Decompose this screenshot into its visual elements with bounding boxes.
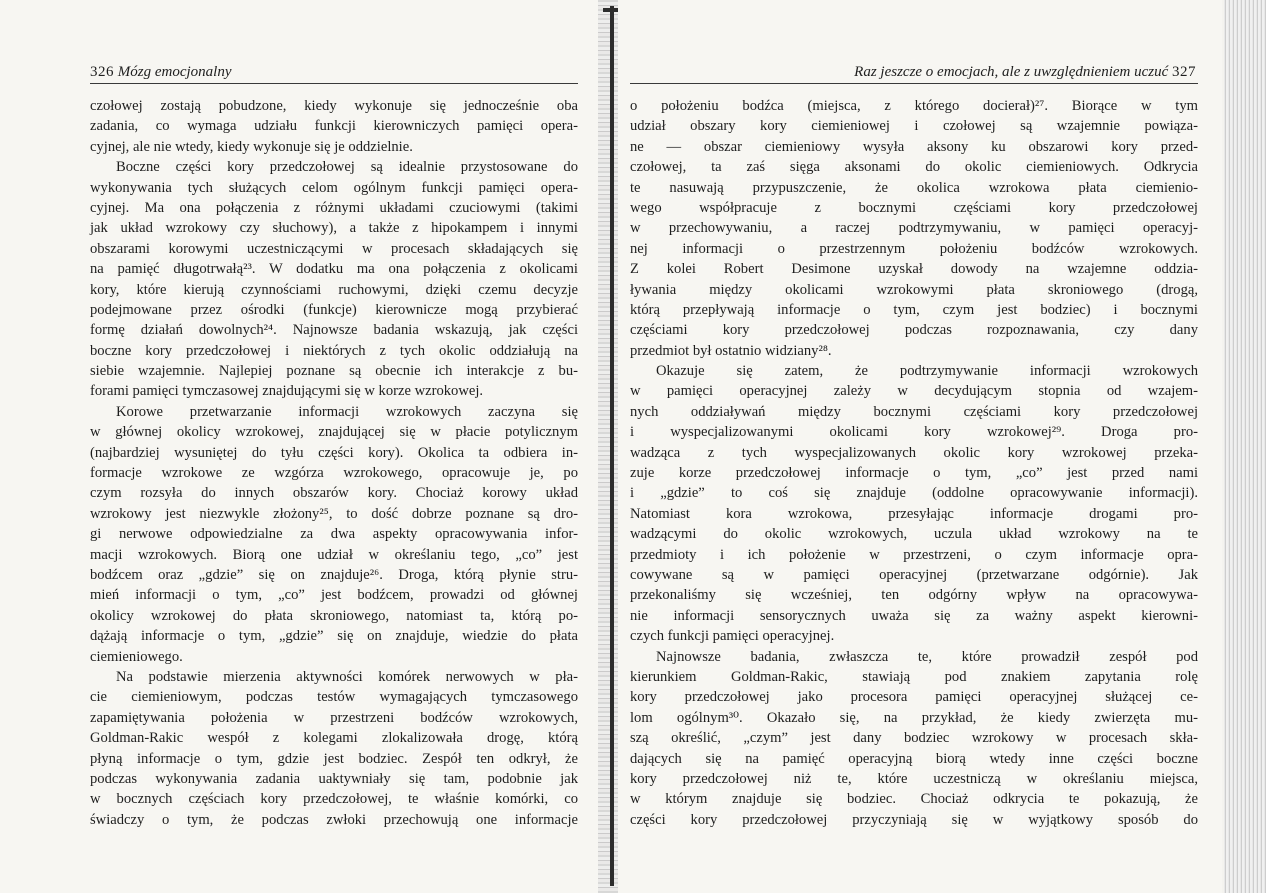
text-line: na pamięć długotrwałą²³. W dodatku ma ona połączenia z okolicami xyxy=(90,261,578,278)
text-line: wadząca z tych wyspecjalizowanych okolic kory wzrokowej przeka- xyxy=(630,444,1198,461)
text-line: ływania między okolicami wzrokowymi płata skroniowego (drogą, xyxy=(630,281,1198,298)
text-line: zadania, co wymaga udziału funkcji kierowniczych pamięci opera- xyxy=(90,118,578,135)
text-line: siebie wzajemnie. Najlepiej poznane są obecnie ich interakcje z bu- xyxy=(90,363,578,380)
text-line: wadzącymi do okolic wzrokowych, uczula układ wzrokowy na te xyxy=(630,526,1198,543)
text-line: kory przedczołowej niż te, które uczestniczą w określaniu miejsca, xyxy=(630,770,1198,787)
text-line: w przechowywaniu, a raczej podtrzymywaniu, w pamięci operacyj- xyxy=(630,220,1198,237)
text-line: czych funkcji pamięci operacyjnej. xyxy=(630,628,835,645)
text-line: cie ciemieniowym, podczas testów wymagających tymczasowego xyxy=(90,689,578,706)
text-line: częściami kory przedczołowej podczas rozpoznawania, czy dany xyxy=(630,322,1198,339)
text-line: okolicy wzrokowej do płata skroniowego, natomiast ta, którą po- xyxy=(90,607,578,624)
left-header-rule xyxy=(90,83,578,84)
text-line: ciemieniowego. xyxy=(90,648,183,665)
text-line: i wyspecjalizowanymi okolicami kory wzrokowej²⁹. Droga pro- xyxy=(630,424,1198,441)
text-line: cyjnej, ale nie wtedy, kiedy wykonuje się je oddzielnie. xyxy=(90,138,413,155)
text-line: forami pamięci tymczasowej znajdującymi się w korze wzrokowej. xyxy=(90,383,484,400)
text-line: nych oddziaływań między bocznymi częściami kory przedczołowej xyxy=(630,403,1198,420)
text-line: części kory przedczołowej przyczyniają się w wyjątkowy sposób do xyxy=(630,811,1198,828)
left-running-title: Mózg emocjonalny xyxy=(117,64,232,80)
text-line: w bocznych częściach kory przedczołowej, te właśnie komórki, co xyxy=(90,791,578,808)
text-line: dążają informacje o tym, „gdzie” się on znajduje, wiedzie do płata xyxy=(90,628,578,645)
text-line: formę działań dowolnych²⁴. Najnowsze badania wskazują, jak części xyxy=(90,322,578,339)
text-line: Okazuje się zatem, że podtrzymywanie informacji wzrokowych xyxy=(656,363,1198,380)
text-line: kierunkiem Goldman-Rakic, stawiają pod znakiem zapytania rolę xyxy=(630,668,1198,685)
left-body-text xyxy=(90,96,578,830)
text-line: Na podstawie mierzenia aktywności komórek nerwowych w pła- xyxy=(116,668,578,685)
text-line: mień informacji o tym, „co” jest bodźcem, prowadzi od głównej xyxy=(90,587,578,604)
text-line: świadczy o tym, że podczas zwłoki przechowują one informacje xyxy=(90,811,578,828)
text-line: kory, które kierują czynnościami ruchowymi, dzięki czemu decyzje xyxy=(90,281,578,298)
text-line: podczas wykonywania zadania uaktywniały się tam, podobnie jak xyxy=(90,770,578,787)
text-line: płyną informacje o tym, gdzie jest bodziec. Zespół ten odkrył, że xyxy=(90,750,578,767)
text-line: czołowej, ta zaś sięga aksonami do okolic ciemieniowych. Odkrycia xyxy=(630,159,1198,176)
text-line: którą przepływają informacje o tym, czym jest bodziec) i bocznymi xyxy=(630,301,1198,318)
text-line: czołowej zostają pobudzone, kiedy wykonuje się jednocześnie oba xyxy=(90,98,578,114)
text-line: podejmowane przez ośrodki (funkcje) kierownicze mogą przybierać xyxy=(90,301,578,318)
left-running-header xyxy=(90,62,231,82)
book-spine xyxy=(610,6,614,886)
text-line: w głównej okolicy wzrokowej, znajdującej się w płacie potylicznym xyxy=(90,424,578,441)
text-line: boczne kory przedczołowej i niektórych z tych okolic oddziałują na xyxy=(90,342,578,359)
text-line: wzrokowy jest niezwykle złożony²⁵, to dość dobrze poznane są dro- xyxy=(90,505,578,522)
right-header-rule xyxy=(630,83,1198,84)
text-line: Korowe przetwarzanie informacji wzrokowych zaczyna się xyxy=(116,403,578,420)
text-line: formacje wzrokowe ze wzgórza wzrokowego, opracowuje je, po xyxy=(90,465,578,482)
text-line: szą określić, „czym” jest dany bodziec wzrokowy w procesach skła- xyxy=(630,730,1198,747)
text-line: przedmioty i ich położenie w przestrzeni, o czym informacje opra- xyxy=(630,546,1198,563)
text-line: wego współpracuje z bocznymi częściami kory przedczołowej xyxy=(630,199,1198,216)
text-line: w pamięci operacyjnej zależy w decydującym stopnia od wzajem- xyxy=(630,383,1198,400)
text-line: cowywane są w pamięci operacyjnej (przetwarzane odgórnie). Jak xyxy=(630,566,1198,583)
right-running-title: Raz jeszcze o emocjach, ale z uwzględnieniem uczuć xyxy=(854,64,1169,80)
text-line: Najnowsze badania, zwłaszcza te, które prowadził zespół pod xyxy=(656,648,1198,665)
text-line: bodźcem oraz „gdzie” się on znajduje²⁶. Droga, którą płynie stru- xyxy=(90,566,578,583)
text-line: o położeniu bodźca (miejsca, z którego docierał)²⁷. Biorące w tym xyxy=(630,98,1198,114)
text-line: ne — obszar ciemieniowy wysyła aksony ku obszarowi kory przed- xyxy=(630,138,1198,155)
text-line: przekonaliśmy się wcześniej, ten odgórny wpływ na opracowywa- xyxy=(630,587,1198,604)
text-line: jak układ wzrokowy czy słuchowy), a także z hipokampem i innymi xyxy=(90,220,578,237)
text-line: Boczne części kory przedczołowej są idealnie przystosowane do xyxy=(116,159,578,176)
text-line: obszarami korowymi uczestniczącymi w procesach składających się xyxy=(90,240,578,257)
text-line: cyjnej. Ma ona połączenia z różnymi układami czuciowymi (takimi xyxy=(90,199,578,216)
text-line: Natomiast kora wzrokowa, przesyłając informacje drogami pro- xyxy=(630,505,1198,522)
text-line: i „gdzie” to coś się znajduje (oddolne opracowywanie informacji). xyxy=(630,485,1198,502)
right-running-header xyxy=(854,62,1196,82)
text-line: macji wzrokowych. Biorą one udział w określaniu tego, „co” jest xyxy=(90,546,578,563)
text-line: gi nerwowe odpowiedzialne za dwa aspekty opracowywania infor- xyxy=(90,526,578,543)
text-line: kory przedczołowej jako procesora pamięci operacyjnej służącej ce- xyxy=(630,689,1198,706)
text-line: Z kolei Robert Desimone uzyskał dowody na wzajemne oddzia- xyxy=(630,261,1198,278)
text-line: czym rozsyła do innych obszarów kory. Chociaż korowy układ xyxy=(90,485,578,502)
text-line: dających się na pamięć operacyjną biorą wtedy inne części boczne xyxy=(630,750,1198,767)
text-line: nie informacji sensorycznych uważa się za ważny aspekt kierowni- xyxy=(630,607,1198,624)
right-page xyxy=(618,0,1222,893)
left-page-number: 326 xyxy=(90,64,114,80)
right-body-text xyxy=(630,96,1198,830)
text-line: udział obszary kory ciemieniowej i czołowej są wzajemnie powiąza- xyxy=(630,118,1198,135)
text-line: lom ogólnym³⁰. Okazało się, na przykład, że kiedy zwierzęta mu- xyxy=(630,709,1198,726)
text-line: nej informacji o przestrzennym położeniu bodźców wzrokowych. xyxy=(630,240,1198,257)
text-line: te nasuwają przypuszczenie, że okolica wzrokowa płata ciemienio- xyxy=(630,179,1198,196)
left-page xyxy=(0,0,598,893)
text-line: zuje korze przedczołowej informacje o tym, „co” jest przed nami xyxy=(630,465,1198,482)
right-page-number: 327 xyxy=(1172,64,1196,80)
text-line: Goldman-Rakic wespół z kolegami zlokalizowała drogę, którą xyxy=(90,730,578,747)
text-line: wykonywania tych służących celom ogólnym funkcji pamięci opera- xyxy=(90,179,578,196)
text-line: przedmiot był ostatnio widziany²⁸. xyxy=(630,342,832,359)
text-line: zapamiętywania położenia w przestrzeni bodźców wzrokowych, xyxy=(90,709,578,726)
text-line: (najbardziej wysuniętej do tyłu części kory). Okolica ta odbiera in- xyxy=(90,444,578,461)
page-edge-scan xyxy=(1224,0,1266,893)
text-line: w którym znajduje się bodziec. Chociaż odkrycia te pokazują, że xyxy=(630,791,1198,808)
